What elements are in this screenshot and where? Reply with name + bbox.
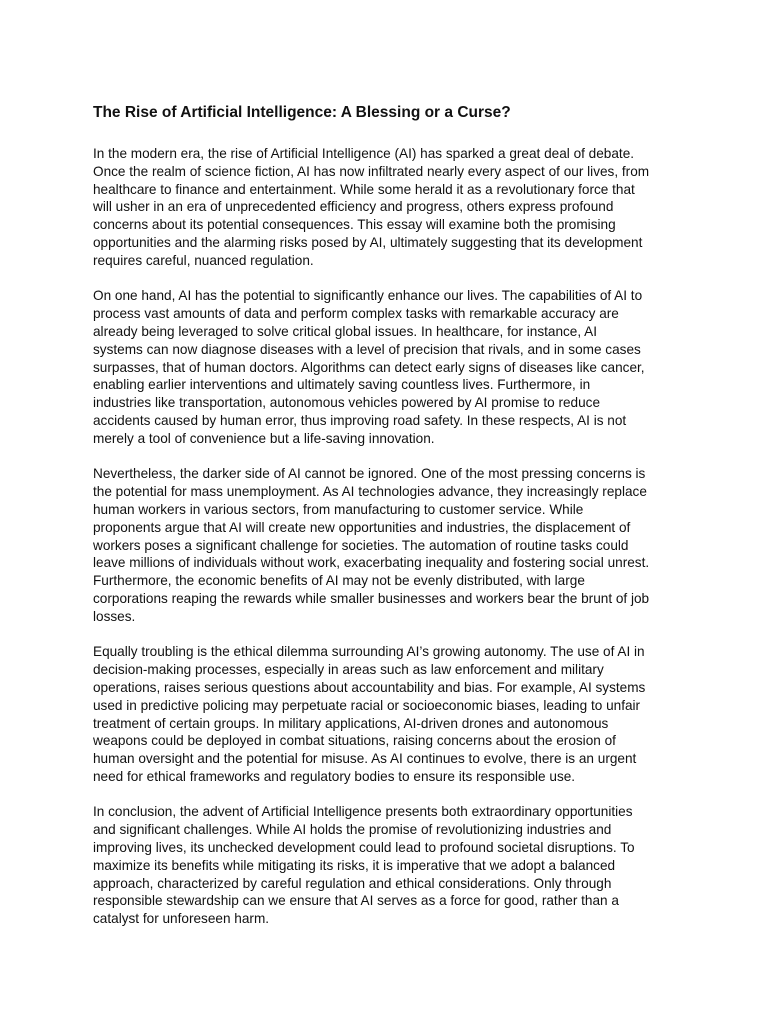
paragraph-line: systems can now diagnose diseases with a level of precision that rivals, and in some cases <box>93 341 641 357</box>
paragraph-line: concerns about its potential consequences. This essay will examine both the promising <box>93 217 616 233</box>
paragraph-line: the potential for mass unemployment. As AI technologies advance, they increasingly replace <box>93 484 647 500</box>
paragraph-line: will usher in an era of unprecedented efficiency and progress, others express profound <box>93 199 614 215</box>
paragraph-line: losses. <box>93 608 136 624</box>
paragraph-line: accidents caused by human error, thus improving road safety. In these respects, AI is not <box>93 412 627 428</box>
paragraph-line: decision-making processes, especially in areas such as law enforcement and military <box>93 662 604 678</box>
essay-title: The Rise of Artificial Intelligence: A Blessing or a Curse? <box>93 104 511 121</box>
essay-paragraph <box>93 287 683 447</box>
paragraph-line: improving lives, its unchecked development could lead to profound societal disruptions. To <box>93 840 635 856</box>
paragraph-line: approach, characterized by careful regulation and ethical considerations. Only through <box>93 875 612 891</box>
paragraph-line: human oversight and the potential for misuse. As AI continues to evolve, there is an urgent <box>93 751 637 767</box>
paragraph-line: treatment of certain groups. In military applications, AI-driven drones and autonomous <box>93 715 609 731</box>
document-page <box>93 103 683 946</box>
paragraph-line: human workers in various sectors, from manufacturing to customer service. While <box>93 501 584 517</box>
paragraph-line: already being leveraged to solve critical global issues. In healthcare, for instance, AI <box>93 323 598 339</box>
paragraph-line: and significant challenges. While AI holds the promise of revolutionizing industries and <box>93 822 612 838</box>
paragraph-line: weapons could be deployed in combat situations, raising concerns about the erosion of <box>93 733 616 749</box>
paragraph-line: maximize its benefits while mitigating its risks, it is imperative that we adopt a balanced <box>93 857 616 873</box>
paragraph-line: In the modern era, the rise of Artificial Intelligence (AI) has sparked a great deal of debate. <box>93 146 635 161</box>
paragraph-line: workers poses a significant challenge for societies. The automation of routine tasks could <box>93 537 629 553</box>
essay-paragraph <box>93 803 683 928</box>
paragraph-line: Equally troubling is the ethical dilemma surrounding AI’s growing autonomy. The use of AI in <box>93 644 645 660</box>
paragraph-line: need for ethical frameworks and regulatory bodies to ensure its responsible use. <box>93 768 576 784</box>
paragraph-line: process vast amounts of data and perform complex tasks with remarkable accuracy are <box>93 306 619 322</box>
paragraph-line: corporations reaping the rewards while smaller businesses and workers bear the brunt of job <box>93 590 650 606</box>
paragraph-line: Once the realm of science fiction, AI has now infiltrated nearly every aspect of our lives, from <box>93 163 650 179</box>
paragraph-line: enabling earlier interventions and ultimately saving countless lives. Furthermore, in <box>93 377 591 393</box>
paragraph-line: merely a tool of convenience but a life-saving innovation. <box>93 430 435 446</box>
essay-body <box>93 145 683 928</box>
paragraph-line: In conclusion, the advent of Artificial Intelligence presents both extraordinary opportunities <box>93 804 633 820</box>
essay-paragraph <box>93 465 683 625</box>
paragraph-line: healthcare to finance and entertainment. While some herald it as a revolutionary force that <box>93 181 635 197</box>
paragraph-line: responsible stewardship can we ensure that AI serves as a force for good, rather than a <box>93 893 619 909</box>
paragraph-line: On one hand, AI has the potential to significantly enhance our lives. The capabilities of AI to <box>93 288 643 304</box>
paragraph-line: Furthermore, the economic benefits of AI may not be evenly distributed, with large <box>93 573 585 589</box>
paragraph-line: used in predictive policing may perpetuate racial or socioeconomic biases, leading to unfair <box>93 697 641 713</box>
essay-paragraph <box>93 643 683 785</box>
paragraph-line: leave millions of individuals without work, exacerbating inequality and fostering social unrest. <box>93 555 650 571</box>
paragraph-line: opportunities and the alarming risks posed by AI, ultimately suggesting that its development <box>93 234 643 250</box>
essay-paragraph <box>93 145 683 270</box>
paragraph-line: operations, raises serious questions about accountability and bias. For example, AI systems <box>93 679 646 695</box>
paragraph-line: industries like transportation, autonomous vehicles powered by AI promise to reduce <box>93 395 601 411</box>
paragraph-line: proponents argue that AI will create new opportunities and industries, the displacement of <box>93 519 631 535</box>
paragraph-line: surpasses, that of human doctors. Algorithms can detect early signs of diseases like cancer, <box>93 359 645 375</box>
paragraph-line: catalyst for unforeseen harm. <box>93 911 270 927</box>
paragraph-line: requires careful, nuanced regulation. <box>93 252 314 268</box>
paragraph-line: Nevertheless, the darker side of AI cannot be ignored. One of the most pressing concerns is <box>93 466 646 482</box>
